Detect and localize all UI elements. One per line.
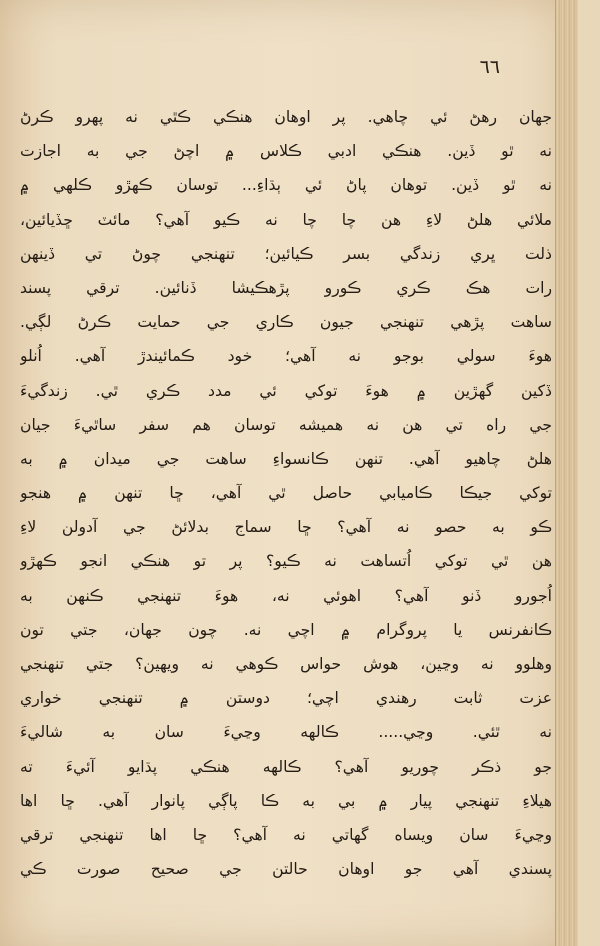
text-line: ذلت ڀري زندگي بسر ڪيائين؛ تنهنجي چوڻ تي ڏينهن bbox=[20, 244, 552, 263]
text-line: جهان رهڻ ئي چاهي. پر اوهان هنڪي ڪٿي نه پهرو ڪرڻ bbox=[20, 108, 552, 126]
text-line: وهلوو نه وڃين، هوش حواس ڪوهي نه ويهين؟ جتي تنهنجي bbox=[20, 655, 552, 673]
text-line: اُجورو ڏنو آهي؟ اهوئي نه، هوءَ تنهنجي ڪنهن به bbox=[20, 586, 552, 605]
text-line: هيلاءِ تنهنجي پيار ۾ بي به ڪا پاڳي پانوار آهي. ڇا اها bbox=[20, 791, 552, 810]
text-line: ساهت پڙهي تنهنجي جيون ڪاري جي حمايت ڪرڻ لڳي. bbox=[20, 313, 552, 332]
text-line: جي راه تي هن نه هميشه توسان هم سفر ساٿيءَ جيان bbox=[20, 415, 552, 434]
text-line: عزت ثابت رهندي اچي؛ دوستن ۾ تنهنجي خواري bbox=[20, 689, 552, 708]
text-line: نه ٿئي. وڃي..... ڪالهه وڃيءَ سان به شاليءَ bbox=[20, 723, 552, 742]
page-number: ٦٦ bbox=[479, 56, 500, 78]
text-line: ملائي هلڻ لاءِ هن چا چا نه ڪيو آهي؟ مائٽ ڇڏيائين، bbox=[20, 210, 552, 229]
page-edge bbox=[555, 0, 578, 946]
text-line: پسندي آهي جو اوهان حالتن جي صحيح صورت ڪي bbox=[20, 860, 552, 879]
text-line: هلڻ چاهيو آهي. تنهن ڪانسواءِ ساهت جي ميدان ۾ به bbox=[20, 449, 552, 468]
text-line: نه ٿو ڏين. توهان پاڻ ئي ٻڌاءِ... توسان ڪهڙو ڪلهي ۾ bbox=[20, 176, 552, 195]
text-line: توکي جيڪا ڪاميابي حاصل ٿي آهي، ڇا تنهن ۾ هنجو bbox=[20, 484, 552, 503]
text-line: ڪو به حصو نه آهي؟ ڇا سماج بدلائڻ جي آدولن لاءِ bbox=[20, 518, 552, 537]
text-line: رات هڪ ڪري ڪورو پڙهڪيشا ڏنائين. ترقي پسند bbox=[20, 278, 552, 297]
text-line: ڏکين گهڙين ۾ هوءَ توکي ئي مدد ڪري ٿي. زندگيءَ bbox=[20, 381, 552, 400]
text-line: هوءَ سولي بوجو نه آهي؛ خود ڪمائيندڙ آهي. اُنلو bbox=[20, 347, 552, 366]
text-line: جو ذڪر چوريو آهي؟ ڪالهه هنڪي پڌايو آئيءَ ته bbox=[20, 757, 552, 776]
body-text bbox=[20, 100, 552, 886]
text-line: وڃيءَ سان ويساه گهاتي نه آهي؟ ڇا اها تنهنجي ترقي bbox=[20, 825, 552, 844]
text-line: نه ٿو ڏين. هنڪي ادبي ڪلاس ۾ اچڻ جي به اجازت bbox=[20, 142, 552, 161]
text-line: ڪانفرنس يا پروگرام ۾ اچي نه. چون جهان، جتي تون bbox=[20, 620, 552, 639]
text-line: هن ٿي توکي اُتساهت نه ڪيو؟ پر تو هنڪي انجو ڪهڙو bbox=[20, 552, 552, 571]
